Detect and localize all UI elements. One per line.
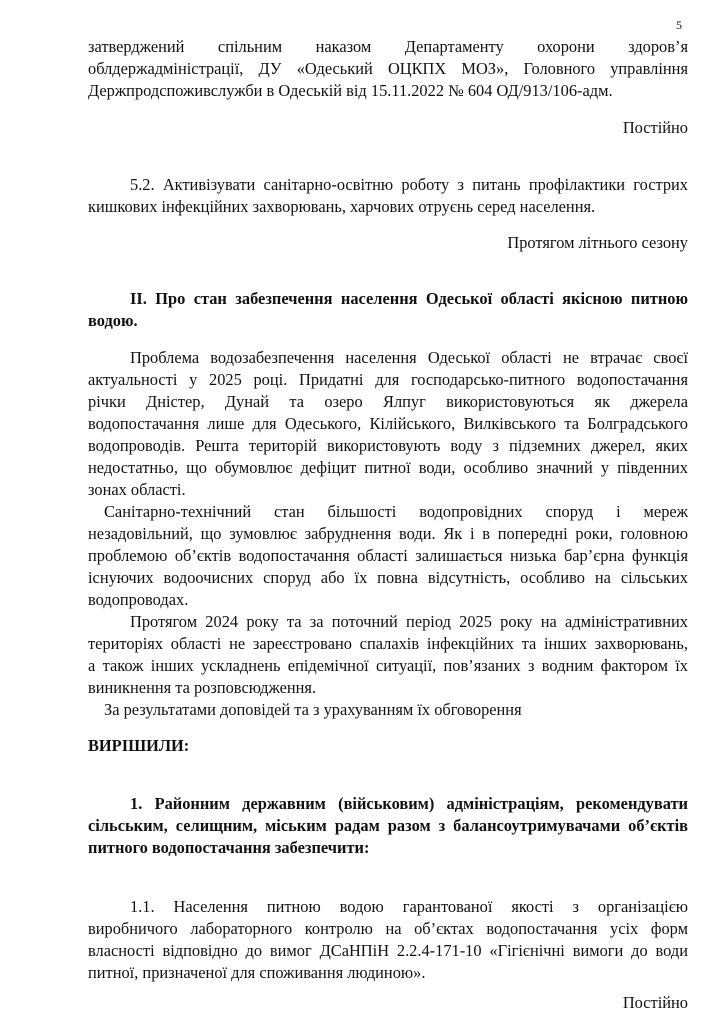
paragraph-line: Санітарно-технічний стан більшості водопровідних споруд і мереж (104, 502, 688, 521)
section-heading: водою. (88, 311, 138, 330)
paragraph-line: затверджений спільним наказом Департаменту охорони здоров’я (88, 37, 688, 56)
paragraph-line: Протягом 2024 року та за поточний період 2025 року на адміністративних (130, 612, 688, 631)
deadline-text: Постійно (622, 118, 688, 137)
paragraph-line: актуальності у 2025 році. Придатні для господарсько-питного водопостачання (88, 370, 688, 389)
section-heading: ІІ. Про стан забезпечення населення Одеської області якісною питною (130, 289, 688, 308)
decision-heading: ВИРІШИЛИ: (88, 736, 190, 755)
paragraph-line: незадовільний, що зумовлює забруднення води. Як і в попередні роки, головною (88, 524, 688, 543)
paragraph-line: зонах області. (88, 480, 186, 499)
paragraph-line: Проблема водозабезпечення населення Одеської області не втрачає своєї (130, 348, 688, 367)
paragraph-line: недостатньо, що обумовлює дефіцит питної води, особливо значний у південних (88, 458, 688, 477)
page-number: 5 (676, 18, 682, 32)
paragraph-line: власності відповідно до вимог ДСаНПіН 2.2.4-171-10 «Гігієнічні вимоги до води (88, 941, 688, 960)
paragraph-line: Держпродспоживслужби в Одеській від 15.11.2022 № 604 ОД/913/106-адм. (88, 81, 613, 100)
paragraph-line: водопроводів. Решта територій використовують воду з підземних джерел, яких (88, 436, 688, 455)
paragraph-line: виникнення та розповсюдження. (88, 678, 317, 697)
paragraph-line: кишкових інфекційних захворювань, харчових отруєнь серед населення. (88, 197, 596, 216)
deadline-text: Постійно (622, 993, 688, 1012)
paragraph-line: облдержадміністрації, ДУ «Одеський ОЦКПХ МОЗ», Головного управління (88, 59, 688, 78)
paragraph-line: За результатами доповідей та з урахуванням їх обговорення (104, 700, 522, 719)
paragraph-line: водопостачання лише для Одеського, Кілійського, Вилківського та Болградського (88, 414, 688, 433)
deadline-text: Протягом літнього сезону (507, 233, 688, 252)
paragraph-line: річки Дністер, Дунай та озеро Ялпуг використовуються як джерела (88, 392, 688, 411)
paragraph-line: а також інших ускладнень епідемічної ситуації, пов’язаних з водним фактором їх (88, 656, 688, 675)
paragraph-line: територіях області не зареєстровано спалахів інфекційних та інших захворювань, (88, 634, 688, 653)
paragraph-line: 1.1. Населення питною водою гарантованої якості з організацією (130, 897, 688, 916)
paragraph-line: виробничого лабораторного контролю на об’єктах водопостачання усіх форм (88, 919, 688, 938)
paragraph-line: водопроводах. (88, 590, 189, 609)
paragraph-line: існуючих водоочисних споруд або їх повна відсутність, особливо на сільських (88, 568, 688, 587)
paragraph-line: проблемою об’єктів водопостачання області залишається низька бар’єрна функція (88, 546, 688, 565)
decision-item-heading: сільським, селищним, міським радам разом з балансоутримувачами об’єктів (88, 816, 688, 835)
decision-item-heading: 1. Районним державним (військовим) адміністраціям, рекомендувати (130, 794, 688, 813)
paragraph-line: 5.2. Активізувати санітарно-освітню роботу з питань профілактики гострих (130, 175, 688, 194)
decision-item-heading: питного водопостачання забезпечити: (88, 838, 370, 857)
paragraph-line: питної, призначеної для споживання людиною». (88, 963, 426, 982)
